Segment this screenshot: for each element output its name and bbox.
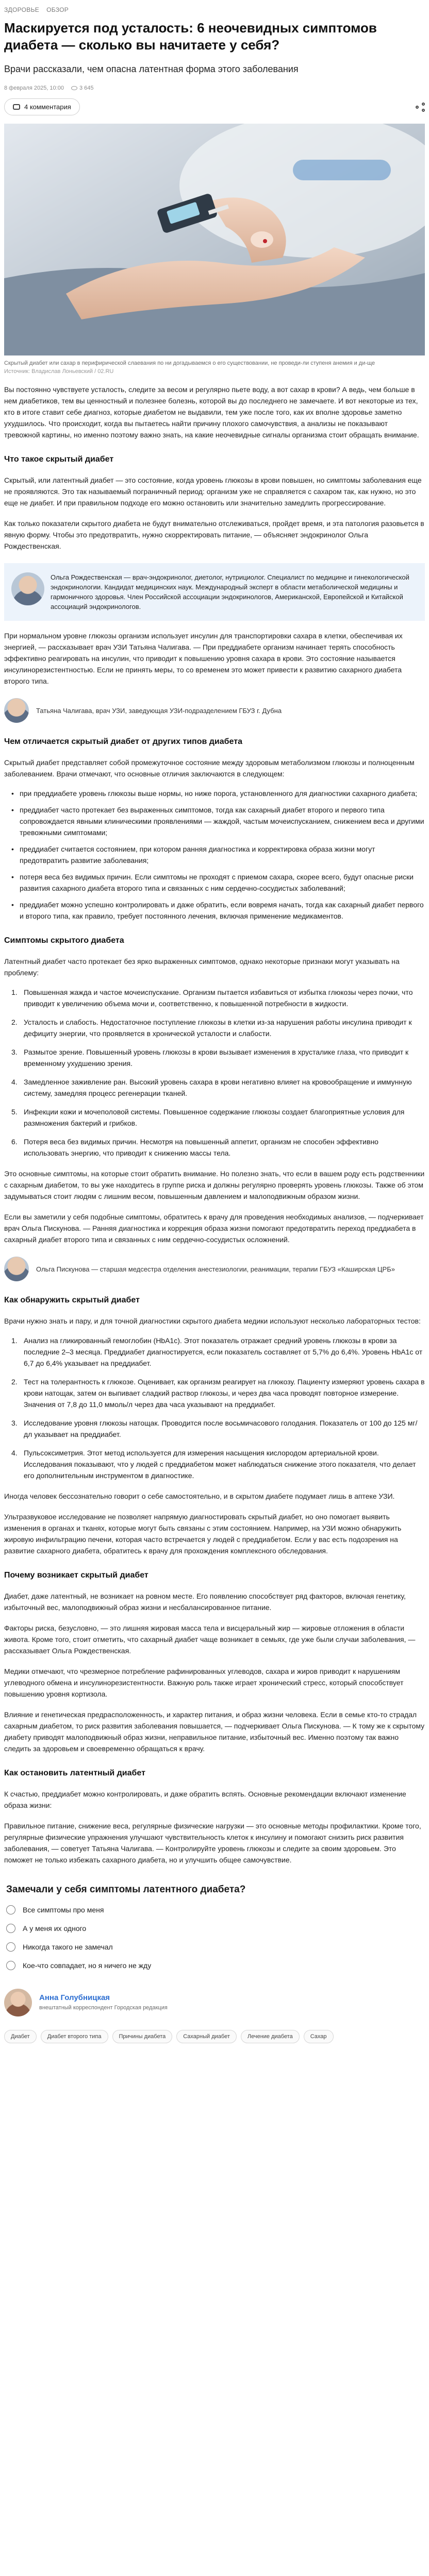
- list-item: 2. Усталость и слабость. Недостаточное поступление глюкозы в клетки из-за нарушения работы инсулина приводит к дефициту энергии, что проявляется в хронической усталости и слабости.: [11, 1018, 412, 1038]
- article-actions: [4, 98, 425, 115]
- article-lead: Врачи рассказали, чем опасна латентная форма этого заболевания: [4, 64, 299, 74]
- expert-attribution-text: Ольга Пискунова — старшая медсестра отделения анестезиологии, реанимации, терапии ГБУЗ «Каширская ЦРБ»: [36, 1265, 395, 1273]
- radio-icon[interactable]: [6, 1924, 15, 1933]
- tests-list: [4, 1335, 425, 1481]
- comments-label: 4 комментария: [24, 103, 71, 111]
- breadcrumb: [4, 0, 425, 13]
- heading-differences: Чем отличается скрытый диабет от других типов диабета: [4, 737, 242, 746]
- poll-option[interactable]: А у меня их одного: [6, 1924, 423, 1933]
- views-count: 3 645: [79, 85, 94, 91]
- poll: [0, 1883, 429, 1970]
- hero-caption: Скрытый диабет или сахар в перифирической слаевания по ни догадываемся о его существовании, не проведи-ли ступеня анемия и ди-ще: [4, 360, 375, 366]
- avatar: [4, 698, 29, 723]
- breadcrumb-review[interactable]: ОБЗОР: [46, 6, 69, 13]
- poll-option[interactable]: Никогда такого не замечал: [6, 1942, 423, 1952]
- tag[interactable]: Диабет второго типа: [41, 2030, 108, 2043]
- quote-rozhdestvenskaya-2: Факторы риска, безусловно, — это лишняя жировая масса тела и висцеральный жир — жировые отложения в области живота. Кроме того, стоит отметить, что сахарный диабет чаще возникает в семьях, где уже были случаи заболевания, — рассказывает Ольга Рождественская.: [4, 1624, 416, 1655]
- tag[interactable]: Сахарный диабет: [176, 2030, 237, 2043]
- author-block: [0, 1989, 429, 2016]
- list-item: 1. Анализ на гликированный гемоглобин (HbA1c). Этот показатель отражает средний уровень глюкозы в крови за последние 2–3 месяца. Преддиабет диагностируется, если показатель составляет от 5,7% до 6,4%. Уровень HbA1c от 6,7 до 6,4% указывает на преддиабет.: [11, 1336, 423, 1367]
- list-item: 6. Потеря веса без видимых причин. Несмотря на повышенный аппетит, организм не способен эффективно использовать энергию, что приводит к снижению массы тела.: [11, 1138, 378, 1157]
- paragraph-causes: Диабет, даже латентный, не возникает на ровном месте. Его появлению способствует ряд факторов, включая генетику, избыточный вес, малоподвижный образ жизни и несбалансированное питание.: [4, 1592, 406, 1612]
- list-item: • преддиабет можно успешно контролировать и даже обратить, если вовремя начать, тогда как сахарный диабет первого и второго типа, как правило, требует постоянного лечения, включая применение медикаментов.: [11, 899, 425, 922]
- radio-icon[interactable]: [6, 1905, 15, 1914]
- paragraph-symptoms-intro: Латентный диабет часто протекает без ярко выраженных симптомов, однако некоторые признаки могут указывать на проблему:: [4, 957, 400, 977]
- list-item: 4. Замедленное заживление ран. Высокий уровень сахара в крови негативно влияет на кровообращение и иммунную систему, замедляя процесс регенерации тканей.: [11, 1078, 412, 1097]
- expert-attribution-piskunova: [4, 1257, 425, 1281]
- radio-icon[interactable]: [6, 1961, 15, 1970]
- paragraph-differences: Скрытый диабет представляет собой промежуточное состояние между здоровым метаболизмом глюкозы и полноценным заболеванием. Врачи отмечают, что основные отличия заключаются в следующем:: [4, 758, 415, 778]
- hero-credit: Источник: Владислав Лоньевский / 02.RU: [4, 368, 114, 375]
- avatar: [4, 1257, 29, 1281]
- paragraph-ultrasound-intro: Иногда человек бессознательно говорит о себе самостоятельно, и в скрытом диабете подумает лишь в аптеке УЗИ.: [4, 1492, 395, 1500]
- list-item: • при преддиабете уровень глюкозы выше нормы, но ниже порога, установленного для диагностики сахарного диабета;: [11, 788, 425, 799]
- paragraph-nutrition: Медики отмечают, что чрезмерное потребление рафинированных углеводов, сахара и жиров приводит к нарушениям углеводного обмена и инсулинорезистентности. Важную роль также играет хронический стресс, который способствует повышению уровня кортизола.: [4, 1667, 404, 1698]
- tag[interactable]: Причины диабета: [112, 2030, 173, 2043]
- symptoms-list: [4, 987, 425, 1159]
- author-name[interactable]: Анна Голубницкая: [39, 1993, 110, 2002]
- list-item: 3. Размытое зрение. Повышенный уровень глюкозы в крови вызывает изменения в хрусталике глаза, что приводит к временному ухудшению зрения.: [11, 1048, 409, 1067]
- paragraph-prevention: К счастью, преддиабет можно контролировать, и даже обратить вспять. Основные рекомендации включают изменение образа жизни:: [4, 1790, 406, 1809]
- list-item: 2. Тест на толерантность к глюкозе. Оценивает, как организм реагирует на глюкозу. Пациенту измеряют уровень сахара в крови натощак, затем он выпивает сладкий раствор глюкозы, и через два часа проводят повторное измерение. Значения от 7,8 до 11,0 ммоль/л через два часа указывают на преддиабет.: [11, 1378, 425, 1409]
- list-item: • преддиабет считается состоянием, при котором ранняя диагностика и корректировка образа жизни могут предотвратить развитие заболевания;: [11, 843, 425, 866]
- quote-chaligava-3: Правильное питание, снижение веса, регулярные физические нагрузки — это основные методы профилактики. Кроме того, регулярные физические упражнения улучшают чувствительность клеток к инсулину и помогают снизить риск развития заболевания, — советует Татьяна Чалигава. — Контролируйте уровень глюкозы и следите за своим здоровьем. Это поможет не только избежать сахарного диабета, но и улучшить общее самочувствие.: [4, 1822, 421, 1864]
- comments-button[interactable]: [4, 98, 80, 115]
- article-title: Маскируется под усталость: 6 неочевидных симптомов диабета — сколько вы начитаете у себя?: [4, 20, 377, 53]
- eye-icon: [71, 86, 77, 90]
- poll-option[interactable]: Все симптомы про меня: [6, 1905, 423, 1914]
- share-icon[interactable]: [416, 103, 425, 112]
- paragraph-definition: Скрытый, или латентный диабет — это состояние, когда уровень глюкозы в крови повышен, но симптомы заболевания еще не проявляются. Это так называемый пограничный период: организм уже не справляется с сахаром так, как нужно, но это еще не диабет. И при правильном подходе его можно остановить или значительно замедлить прогрессирование.: [4, 476, 422, 507]
- hero-image: [4, 124, 425, 355]
- heading-detect: Как обнаружить скрытый диабет: [4, 1296, 140, 1304]
- heading-what-is: Что такое скрытый диабет: [4, 455, 114, 464]
- views-counter: [71, 85, 94, 91]
- avatar: [11, 572, 44, 605]
- heading-stop: Как остановить латентный диабет: [4, 1769, 145, 1777]
- paragraph-tests-intro: Врачи нужно знать и пару, и для точной диагностики скрытого диабета медики используют несколько лабораторных тестов:: [4, 1317, 421, 1325]
- heading-why: Почему возникает скрытый диабет: [4, 1571, 148, 1580]
- list-item: 3. Исследование уровня глюкозы натощак. Проводится после восьмичасового голодания. Показатель от 100 до 125 мг/дл указывает на преддиабет.: [11, 1419, 418, 1438]
- heading-symptoms: Симптомы скрытого диабета: [4, 936, 124, 945]
- tags-list: [0, 2030, 429, 2064]
- tag[interactable]: Сахар: [304, 2030, 334, 2043]
- author-avatar[interactable]: [4, 1989, 32, 2016]
- expert-role: Ольга Рождественская — врач-эндокринолог, диетолог, нутрициолог. Специалист по медицине и гинекологической эндокринологии. Кандидат медицинских наук. Международный эксперт в области метаболической медицины и гармоничного здоровья. Член Российской ассоциации эндокринологов, Американской, Европейской и Китайской ассоциаций эндокринологов.: [51, 573, 409, 611]
- comment-bubble-icon: [13, 104, 20, 110]
- article-meta: [4, 85, 425, 91]
- differences-list: [4, 788, 425, 922]
- quote-piskunova-2: Влияние и генетическая предрасположенность, и характер питания, и образ жизни человека. Если в семье кто-то страдал сахарным диабетом, то риск развития заболевания повышается, — подчеркивает Ольга Пискунова. — К тому же к скрытому диабету приводят малоподвижный образ жизни, неправильное питание, избыточный вес. Именно поэтому так важно следить за здоровьем и своевременно обращаться к врачу.: [4, 1710, 425, 1753]
- paragraph-risk-groups: Это основные симптомы, на которые стоит обратить внимание. Но полезно знать, что если в вашем роду есть родственники с сахарным диабетом, то вы уже находитесь в группе риска и должны регулярно проверять уровень глюкозы. Также об этом задумываться стоит людям с лишним весом, повышенным давлением и малоподвижным образом жизни.: [4, 1170, 425, 1200]
- quote-piskunova-1: Если вы заметили у себя подобные симптомы, обратитесь к врачу для проведения необходимых анализов, — подчеркивает врач Ольга Пискунова. — Ранняя диагностика и коррекция образа жизни помогают предотвратить переход преддиабета в сахарный диабет второго типа и связанных с ним сердечно-сосудистых осложнений.: [4, 1213, 424, 1244]
- paragraph-intro: Вы постоянно чувствуете усталость, следите за весом и регулярно пьете воду, а вот сахар в крови? А ведь, чем больше в нем диабетиков, тем вы ценностный и полезнее болезнь, которой вы до последнего не замечаете. И вот некоторые из тех, кто в итоге ставит себе диагноз, которые диабетом не выдавили, тем уже после того, как их вполне здоровье заметно ухудшилось. Что происходит, когда вы пытаетесь найти причину плохого самочувствия, а анализы не показывают тревожной картины, но именно поэтому важно знать, на какие неочевидные сигналы организма стоит обращать внимание.: [4, 385, 419, 439]
- list-item: • преддиабет часто протекает без выраженных симптомов, тогда как сахарный диабет второго и первого типа сопровождается явными клиническими проявлениями — жаждой, частым мочеиспусканием, снижением веса и другими тревожными симптомами;: [11, 804, 425, 838]
- publish-date: 8 февраля 2025, 10:00: [4, 85, 64, 91]
- list-item: 5. Инфекции кожи и мочеполовой системы. Повышенное содержание глюкозы создает благоприятные условия для размножения бактерий и грибков.: [11, 1108, 405, 1127]
- poll-question: Замечали у себя симптомы латентного диабета?: [6, 1884, 246, 1895]
- radio-icon[interactable]: [6, 1942, 15, 1952]
- quote-rozhdestvenskaya-1: Как только показатели скрытого диабета не будут внимательно отслеживаться, пройдет время, и эта патология разовьется в явную форму. Чтобы это предотвратить, нужно скорректировать питание, — объясняет эндокринолог Ольга Рождественская.: [4, 519, 424, 550]
- expert-card-rozhdestvenskaya: [4, 563, 425, 621]
- list-item: • потеря веса без видимых причин. Если симптомы не проходят с приемом сахара, скорее всего, будут опасные риски развития сахарного диабета второго типа и связанных с ним сердечно-сосудистых заболеваний;: [11, 871, 425, 894]
- breadcrumb-health[interactable]: ЗДОРОВЬЕ: [4, 6, 40, 13]
- list-item: 4. Пульсоксиметрия. Этот метод используется для измерения насыщения кислородом артериальной крови. Исследования показывают, что у людей с преддиабетом может наблюдаться снижение этого показателя, что делает его дополнительным инструментом в диагностике.: [11, 1449, 416, 1480]
- list-item: 1. Повышенная жажда и частое мочеиспускание. Организм пытается избавиться от избытка глюкозы через почки, что приводит к увеличению объема мочи и, соответственно, к повышенной потребности в жидкости.: [11, 988, 413, 1008]
- expert-attribution-chaligava: [4, 698, 425, 723]
- quote-chaligava-2: Ультразвуковое исследование не позволяет напрямую диагностировать скрытый диабет, но оно помогает выявить изменения в органах и тканях, которые могут быть связаны с этим состоянием. Например, на УЗИ можно обнаружить жировую инфильтрацию печени, которая часто встречается у людей с преддиабетом. Если у вас есть подозрения на развитие сахарного диабета, обратитесь к врачу для прохождения комплексного обследования.: [4, 1513, 402, 1555]
- quote-chaligava-1: При нормальном уровне глюкозы организм использует инсулин для транспортировки сахара в клетки, обеспечивая их энергией, — рассказывает врач УЗИ Татьяна Чалигава. — При преддиабете организм начинает терять способность эффективно реагировать на инсулин, что приводит к повышению уровня сахара в крови. Это состояние называется инсулинорезистентностью. Если не принять меры, то со временем это может привести к развитию сахарного диабета второго типа.: [4, 632, 403, 685]
- author-role: внештатный корреспондент Городская редакция: [39, 2005, 168, 2011]
- expert-attribution-text: Татьяна Чалигава, врач УЗИ, заведующая УЗИ-подразделением ГБУЗ г. Дубна: [36, 706, 282, 715]
- poll-option[interactable]: Кое-что совпадает, но я ничего не жду: [6, 1961, 423, 1970]
- tag[interactable]: Диабет: [4, 2030, 37, 2043]
- tag[interactable]: Лечение диабета: [241, 2030, 300, 2043]
